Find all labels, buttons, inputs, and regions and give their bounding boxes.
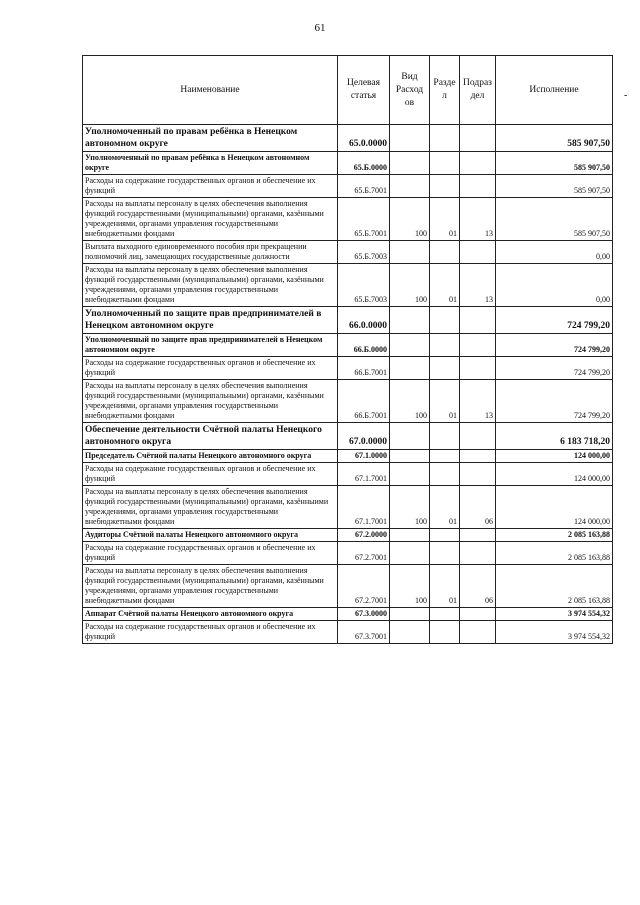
table-row — [83, 307, 613, 334]
cell-razdel — [430, 241, 460, 264]
cell-code: 65.0.0000 — [338, 125, 390, 152]
cell-podrazdel: 13 — [460, 380, 496, 423]
cell-razdel — [430, 125, 460, 152]
cell-vid: 100 — [390, 565, 430, 608]
cell-vid — [390, 152, 430, 175]
cell-amount: 585 907,50 — [496, 175, 613, 198]
cell-code: 67.1.7001 — [338, 463, 390, 486]
header-razdel: Разде л — [430, 56, 460, 125]
cell-name: Расходы на содержание государственных органов и обеспечение их функций — [83, 175, 338, 198]
cell-code: 65.Б.0000 — [338, 152, 390, 175]
edge-mark: - — [624, 90, 628, 101]
cell-podrazdel: 06 — [460, 486, 496, 529]
cell-name: Уполномоченный по защите прав предпринимателей в Ненецком автономном округе — [83, 307, 338, 334]
cell-code: 67.3.7001 — [338, 621, 390, 644]
cell-razdel — [430, 307, 460, 334]
table-row — [83, 152, 613, 175]
cell-code: 67.1.0000 — [338, 450, 390, 463]
cell-code: 65.Б.7001 — [338, 198, 390, 241]
cell-vid — [390, 307, 430, 334]
cell-podrazdel — [460, 529, 496, 542]
cell-amount: 6 183 718,20 — [496, 423, 613, 450]
table-row — [83, 450, 613, 463]
cell-amount: 585 907,50 — [496, 125, 613, 152]
cell-podrazdel — [460, 463, 496, 486]
cell-razdel — [430, 463, 460, 486]
page-number: 61 — [314, 22, 326, 34]
cell-podrazdel — [460, 450, 496, 463]
cell-code: 66.0.0000 — [338, 307, 390, 334]
cell-podrazdel — [460, 125, 496, 152]
table-row — [83, 264, 613, 307]
cell-code: 66.Б.7001 — [338, 380, 390, 423]
cell-amount: 0,00 — [496, 241, 613, 264]
cell-vid: 100 — [390, 264, 430, 307]
table-row — [83, 608, 613, 621]
cell-podrazdel — [460, 307, 496, 334]
cell-podrazdel — [460, 608, 496, 621]
cell-code: 66.Б.7001 — [338, 357, 390, 380]
table-row — [83, 621, 613, 644]
cell-amount: 724 799,20 — [496, 357, 613, 380]
cell-vid: 100 — [390, 486, 430, 529]
table-row — [83, 463, 613, 486]
cell-code: 67.2.7001 — [338, 542, 390, 565]
table-row — [83, 565, 613, 608]
table-header-row — [83, 56, 613, 125]
header-podrazdel: Подраз дел — [460, 56, 496, 125]
cell-podrazdel: 06 — [460, 565, 496, 608]
cell-amount: 3 974 554,32 — [496, 621, 613, 644]
cell-podrazdel — [460, 423, 496, 450]
cell-razdel — [430, 529, 460, 542]
cell-vid — [390, 529, 430, 542]
cell-razdel — [430, 608, 460, 621]
cell-vid: 100 — [390, 380, 430, 423]
header-amount: Исполнение — [496, 56, 613, 125]
cell-name: Расходы на выплаты персоналу в целях обеспечения выполнения функций государственными (муниципальными) органами, казёнными учреждениями, органами управления государственными внебюджетными фондами — [83, 198, 338, 241]
table-body — [83, 125, 613, 644]
cell-amount: 3 974 554,32 — [496, 608, 613, 621]
cell-amount: 2 085 163,88 — [496, 529, 613, 542]
cell-name: Уполномоченный по защите прав предпринимателей в Ненецком автономном округе — [83, 334, 338, 357]
table-row — [83, 357, 613, 380]
header-name: Наименование — [83, 56, 338, 125]
cell-code: 67.0.0000 — [338, 423, 390, 450]
cell-name: Расходы на выплаты персоналу в целях обеспечения выполнения функций государственными (муниципальными) органами, казённыими учреждениями, органами управления государственными внебюджетными фондами — [83, 486, 338, 529]
cell-vid — [390, 125, 430, 152]
cell-amount: 724 799,20 — [496, 380, 613, 423]
cell-razdel: 01 — [430, 198, 460, 241]
table-row — [83, 423, 613, 450]
header-vid: Вид Расход ов — [390, 56, 430, 125]
table-row — [83, 486, 613, 529]
cell-amount: 124 000,00 — [496, 463, 613, 486]
cell-name: Расходы на содержание государственных органов и обеспечение их функций — [83, 542, 338, 565]
cell-name: Аппарат Счётной палаты Ненецкого автономного округа — [83, 608, 338, 621]
cell-amount: 124 000,00 — [496, 486, 613, 529]
cell-vid: 100 — [390, 198, 430, 241]
cell-vid — [390, 334, 430, 357]
cell-code: 67.2.7001 — [338, 565, 390, 608]
cell-razdel — [430, 423, 460, 450]
cell-name: Председатель Счётной палаты Ненецкого автономного округа — [83, 450, 338, 463]
cell-amount: 124 000,00 — [496, 450, 613, 463]
cell-vid — [390, 450, 430, 463]
cell-amount: 724 799,20 — [496, 334, 613, 357]
cell-razdel — [430, 542, 460, 565]
cell-code: 67.1.7001 — [338, 486, 390, 529]
cell-name: Выплата выходного единовременного пособия при прекращении полномочий лиц, замещающих государственные должности — [83, 241, 338, 264]
cell-podrazdel — [460, 357, 496, 380]
cell-razdel — [430, 621, 460, 644]
cell-razdel — [430, 450, 460, 463]
cell-vid — [390, 423, 430, 450]
cell-vid — [390, 357, 430, 380]
cell-podrazdel: 13 — [460, 198, 496, 241]
cell-code: 67.2.0000 — [338, 529, 390, 542]
cell-podrazdel — [460, 621, 496, 644]
cell-name: Аудиторы Счётной палаты Ненецкого автономного округа — [83, 529, 338, 542]
table-row — [83, 542, 613, 565]
cell-amount: 585 907,50 — [496, 152, 613, 175]
cell-amount: 724 799,20 — [496, 307, 613, 334]
table-row — [83, 241, 613, 264]
cell-name: Обеспечение деятельности Счётной палаты Ненецкого автономного округа — [83, 423, 338, 450]
cell-amount: 0,00 — [496, 264, 613, 307]
cell-razdel: 01 — [430, 486, 460, 529]
cell-vid — [390, 608, 430, 621]
cell-name: Расходы на содержание государственных органов и обеспечение их функций — [83, 463, 338, 486]
cell-name: Расходы на выплаты персоналу в целях обеспечения выполнения функций государственными (муниципальными) органами, казёнными учреждениями, органами управления государственными внебюджетными фондами — [83, 380, 338, 423]
cell-name: Расходы на выплаты персоналу в целях обеспечения выполнения функций государственными (муниципальными) органами, казёнными учреждениями, органами управления государственными внебюджетными фондами — [83, 264, 338, 307]
cell-amount: 2 085 163,88 — [496, 542, 613, 565]
cell-vid — [390, 175, 430, 198]
cell-razdel — [430, 152, 460, 175]
table-row — [83, 175, 613, 198]
table-row — [83, 198, 613, 241]
cell-vid — [390, 542, 430, 565]
cell-name: Расходы на содержание государственных органов и обеспечение их функций — [83, 357, 338, 380]
cell-vid — [390, 463, 430, 486]
cell-code: 65.Б.7003 — [338, 241, 390, 264]
cell-podrazdel — [460, 241, 496, 264]
cell-amount: 2 085 163,88 — [496, 565, 613, 608]
cell-vid — [390, 621, 430, 644]
cell-razdel: 01 — [430, 380, 460, 423]
table-row — [83, 529, 613, 542]
table-row — [83, 334, 613, 357]
cell-razdel — [430, 357, 460, 380]
cell-razdel: 01 — [430, 264, 460, 307]
cell-code: 65.Б.7001 — [338, 175, 390, 198]
cell-name: Расходы на выплаты персоналу в целях обеспечения выполнения функций государственными (муниципальными) органами, казёнными учреждениями, органами управления государственными внебюджетными фондами — [83, 565, 338, 608]
cell-razdel — [430, 175, 460, 198]
budget-table — [82, 55, 613, 644]
cell-razdel: 01 — [430, 565, 460, 608]
cell-vid — [390, 241, 430, 264]
cell-name: Уполномоченный по правам ребёнка в Ненецком автономном округе — [83, 152, 338, 175]
table-row — [83, 125, 613, 152]
cell-code: 66.Б.0000 — [338, 334, 390, 357]
cell-podrazdel — [460, 334, 496, 357]
cell-code: 67.3.0000 — [338, 608, 390, 621]
cell-podrazdel — [460, 175, 496, 198]
cell-name: Расходы на содержание государственных органов и обеспечение их функций — [83, 621, 338, 644]
cell-amount: 585 907,50 — [496, 198, 613, 241]
cell-code: 65.Б.7003 — [338, 264, 390, 307]
cell-name: Уполномоченный по правам ребёнка в Ненецком автономном округе — [83, 125, 338, 152]
table-row — [83, 380, 613, 423]
cell-podrazdel — [460, 542, 496, 565]
header-code: Целевая статья — [338, 56, 390, 125]
cell-podrazdel — [460, 152, 496, 175]
cell-razdel — [430, 334, 460, 357]
cell-podrazdel: 13 — [460, 264, 496, 307]
